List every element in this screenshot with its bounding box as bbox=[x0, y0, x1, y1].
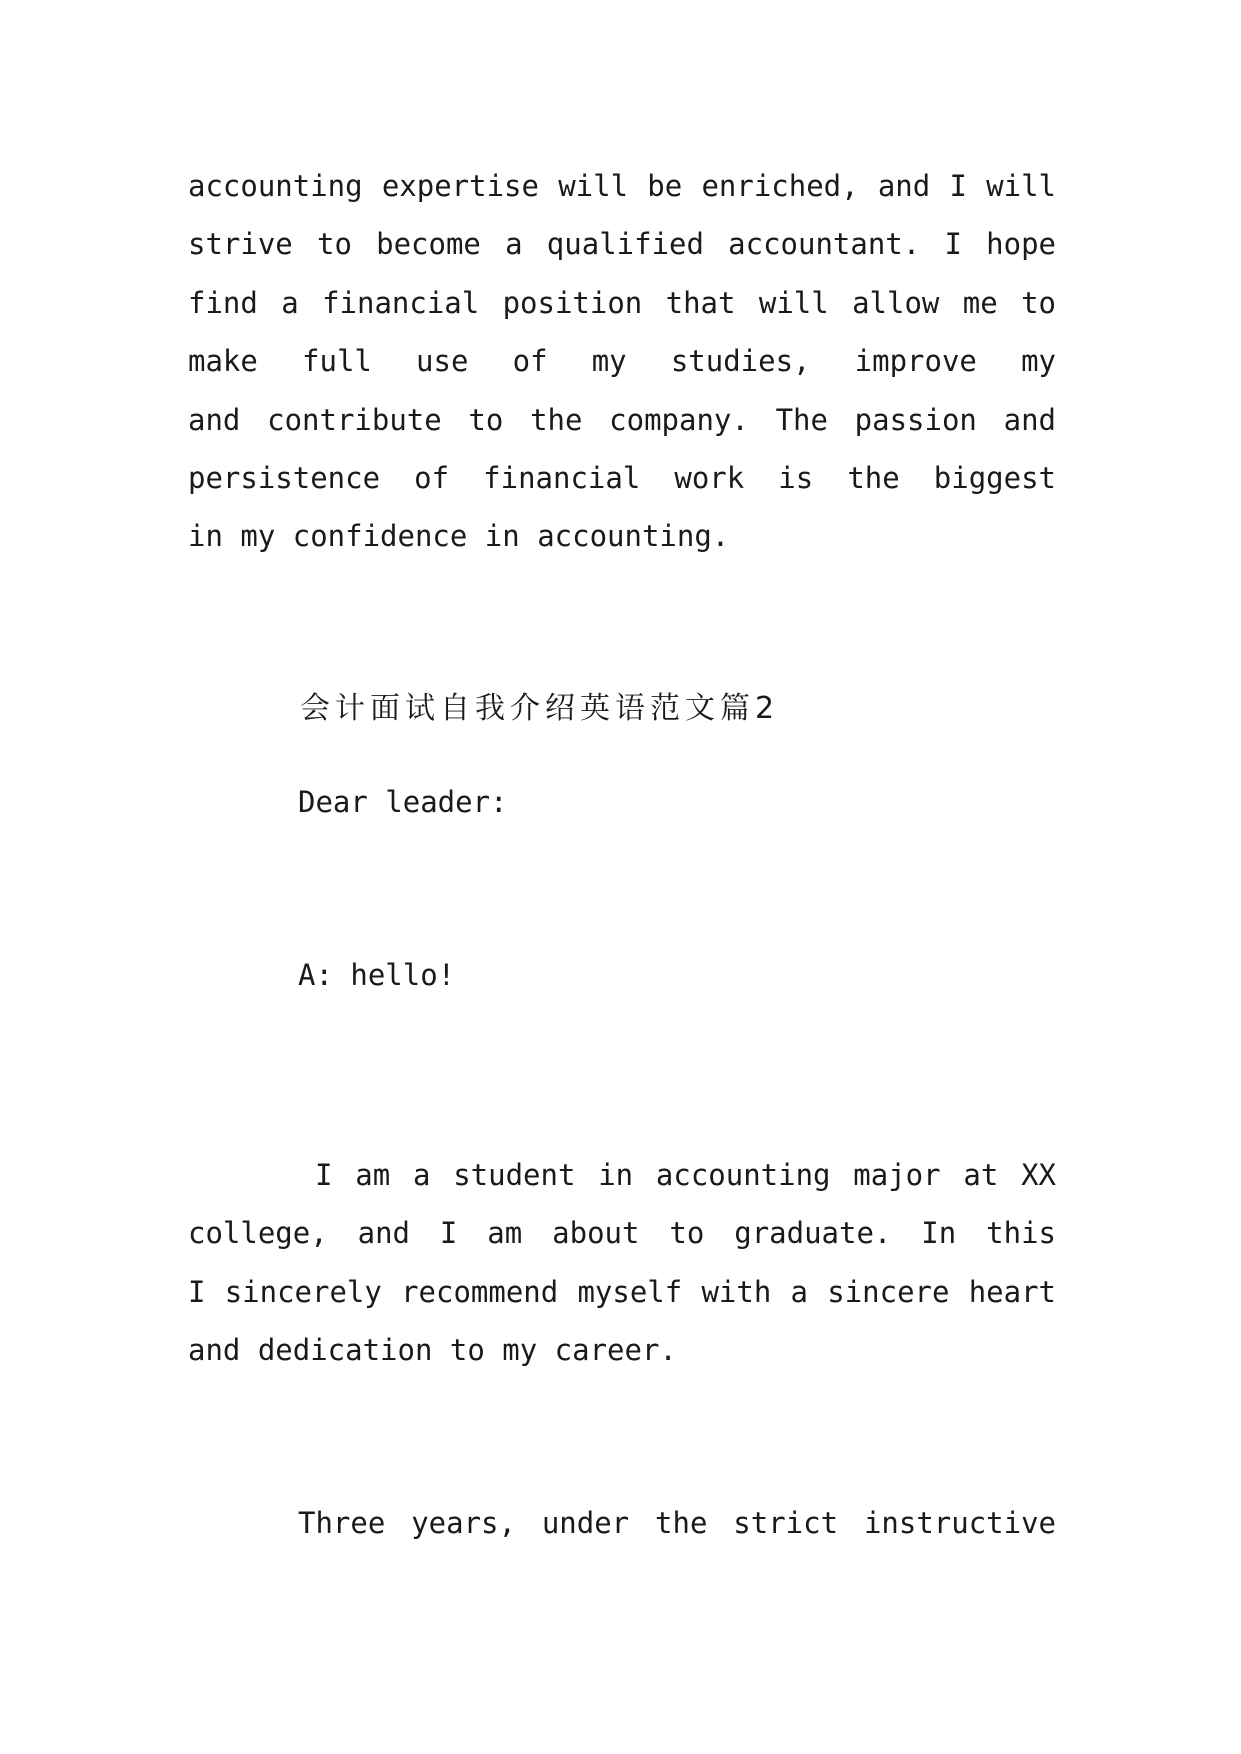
greeting: A: hello! bbox=[298, 958, 456, 992]
text-line: find a financial position that will allow me to bbox=[188, 285, 1056, 320]
text-line: and dedication to my career. bbox=[188, 1333, 677, 1368]
text-line: Three years, under the strict instructive bbox=[298, 1506, 1056, 1540]
text-line: accounting expertise will be enriched, and I will bbox=[188, 169, 1056, 203]
paragraph-continuation bbox=[188, 157, 1056, 566]
text-line: I am a student in accounting major at XX bbox=[315, 1158, 1056, 1192]
text-line: college, and I am about to graduate. In this bbox=[188, 1216, 1056, 1251]
paragraph-introduction bbox=[188, 1146, 1056, 1380]
text-line: in my confidence in accounting. bbox=[188, 519, 730, 554]
text-line: I sincerely recommend myself with a sincere heart bbox=[188, 1274, 1056, 1309]
text-line: make full use of my studies, improve my bbox=[188, 344, 1056, 379]
section-heading: 会计面试自我介绍英语范文篇2 bbox=[300, 691, 780, 726]
paragraph-three-years bbox=[188, 1494, 1056, 1552]
salutation: Dear leader: bbox=[298, 785, 508, 819]
text-line: strive to become a qualified accountant. I hope bbox=[188, 227, 1056, 262]
text-line: and contribute to the company. The passion and bbox=[188, 402, 1056, 437]
text-line: persistence of financial work is the biggest bbox=[188, 460, 1056, 495]
